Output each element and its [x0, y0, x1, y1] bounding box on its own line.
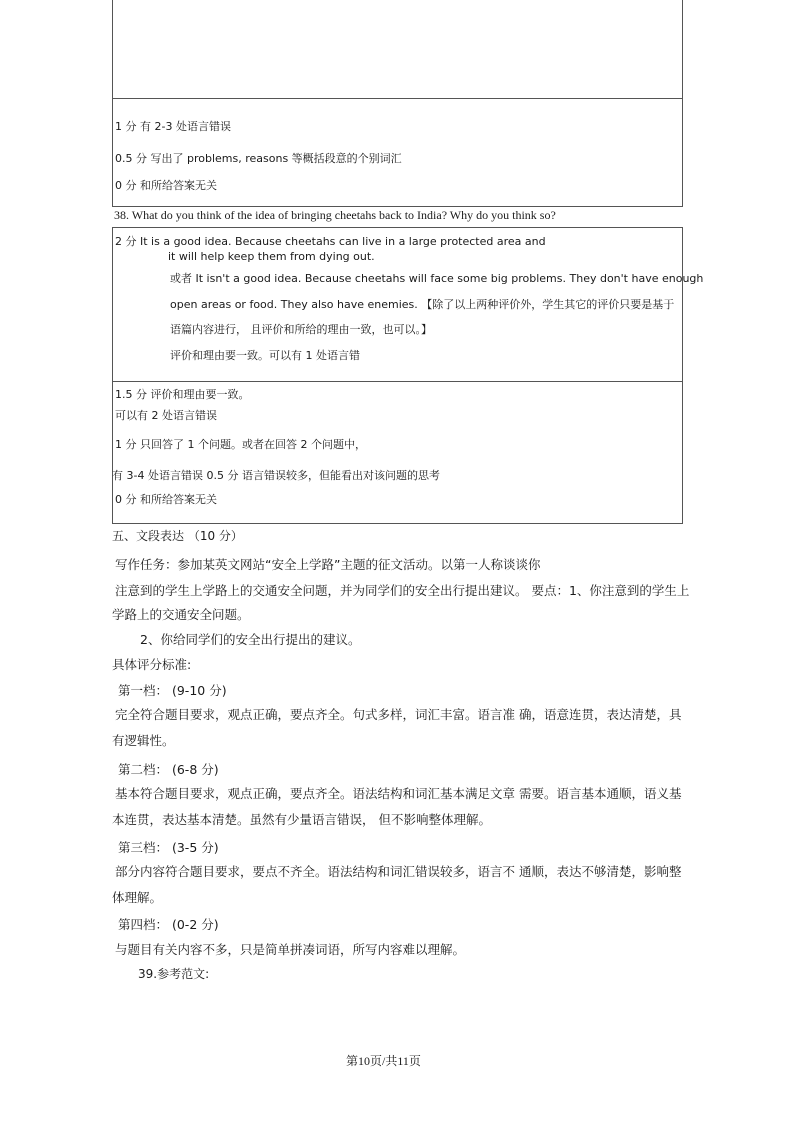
grade-title: 第四档： (0-2 分): [118, 917, 219, 932]
scoring-table-37: [112, 0, 683, 207]
answer-line: 评价和理由要一致。可以有 1 处语言错: [170, 349, 360, 362]
score-row: 有 3-4 处语言错误 0.5 分 语言错误较多，但能看出对该问题的思考: [112, 469, 440, 482]
grade-desc: 与题目有关内容不多，只是简单拼凑词语，所写内容难以理解。: [115, 942, 466, 957]
grade-desc: 本连贯，表达基本清楚。虽然有少量语言错误， 但不影响整体理解。: [112, 812, 491, 827]
score-row: 0 分 和所给答案无关: [115, 493, 217, 506]
task-text: 学路上的交通安全问题。: [112, 607, 250, 622]
grade-desc: 完全符合题目要求，观点正确，要点齐全。句式多样，词汇丰富。语言准 确，语意连贯，表达清楚，具: [115, 707, 682, 722]
task-point: 2、你给同学们的安全出行提出的建议。: [140, 632, 361, 647]
score-row: 1 分 只回答了 1 个问题。或者在回答 2 个问题中，: [115, 438, 366, 451]
table-rule: [112, 98, 683, 99]
answer-line: open areas or food. They also have enemies. 【除了以上两种评价外，学生其它的评价只要是基于: [170, 298, 675, 311]
score-row: 0.5 分 写出了 problems, reasons 等概括段意的个别词汇: [115, 152, 402, 165]
grade-desc: 部分内容符合题目要求，要点不齐全。语法结构和词汇错误较多，语言不 通顺，表达不够清楚，影响整: [115, 864, 682, 879]
table-rule: [112, 381, 683, 382]
answer-line: 或者 It isn't a good idea. Because cheetahs will face some big problems. They don't have enough: [170, 272, 704, 285]
grade-desc: 体理解。: [112, 890, 163, 905]
grade-desc: 基本符合题目要求，观点正确，要点齐全。语法结构和词汇基本满足文章 需要。语言基本通顺，语义基: [115, 786, 682, 801]
score-row: 1.5 分 评价和理由要一致。: [115, 388, 250, 401]
reference-essay-label: 39.参考范文:: [138, 967, 210, 981]
task-text: 注意到的学生上学路上的交通安全问题，并为同学们的安全出行提出建议。 要点：1、你注意到的学生上: [115, 583, 690, 598]
page-number: 第10页/共11页: [346, 1054, 421, 1068]
grade-desc: 有逻辑性。: [112, 733, 175, 748]
question-38: 38. What do you think of the idea of bringing cheetahs back to India? Why do you think so?: [114, 208, 556, 222]
answer-line: 语篇内容进行， 且评价和所给的理由一致，也可以。】: [170, 323, 432, 336]
score-row: 0 分 和所给答案无关: [115, 179, 217, 192]
score-row: 1 分 有 2-3 处语言错误: [115, 120, 231, 133]
grade-title: 第一档： (9-10 分): [118, 683, 227, 698]
grade-title: 第二档： (6-8 分): [118, 762, 219, 777]
grade-title: 第三档： (3-5 分): [118, 840, 219, 855]
answer-line: 2 分 It is a good idea. Because cheetahs can live in a large protected area and: [115, 235, 546, 248]
score-row: 可以有 2 处语言错误: [115, 409, 217, 422]
section-heading: 五、文段表达 （10 分）: [112, 529, 243, 543]
answer-line: it will help keep them from dying out.: [168, 250, 375, 263]
task-text: 写作任务：参加某英文网站“安全上学路”主题的征文活动。以第一人称谈谈你: [115, 557, 541, 572]
criteria-heading: 具体评分标准:: [112, 657, 192, 672]
